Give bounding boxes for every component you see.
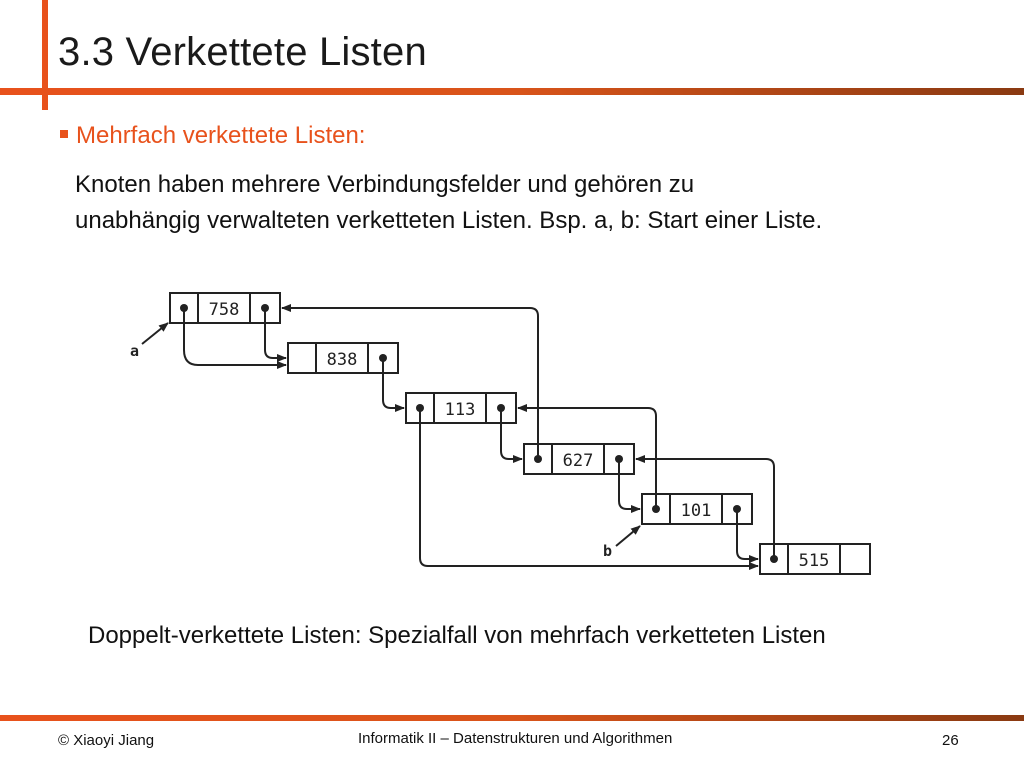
node-value-101: 101 [680,501,712,521]
page-number: 26 [942,732,959,749]
node-value-758: 758 [208,300,240,320]
link-arrows [142,308,774,566]
footer-divider [0,715,1024,721]
diagram-caption: Doppelt-verkettete Listen: Spezialfall von mehrfach verketteten Listen [88,622,826,649]
node-value-627: 627 [562,451,594,471]
page-title: 3.3 Verkettete Listen [58,30,427,74]
footer-author: © Xiaoyi Jiang [58,732,155,749]
node-value-838: 838 [326,350,358,370]
bullet-text: Mehrfach verkettete Listen: [76,122,366,149]
pointer-b-label: b [603,542,613,560]
node-boxes [170,293,870,574]
body-line-2: unabhängig verwalteten verketteten Listen. Bsp. a, b: Start einer Liste. [75,207,823,234]
node-value-113: 113 [444,400,476,420]
node-value-515: 515 [798,551,830,571]
footer-course: Informatik II – Datenstrukturen und Algorithmen [358,730,673,747]
pointer-a-label: a [130,342,140,360]
body-line-1: Knoten haben mehrere Verbindungsfelder und gehören zu [75,171,695,198]
